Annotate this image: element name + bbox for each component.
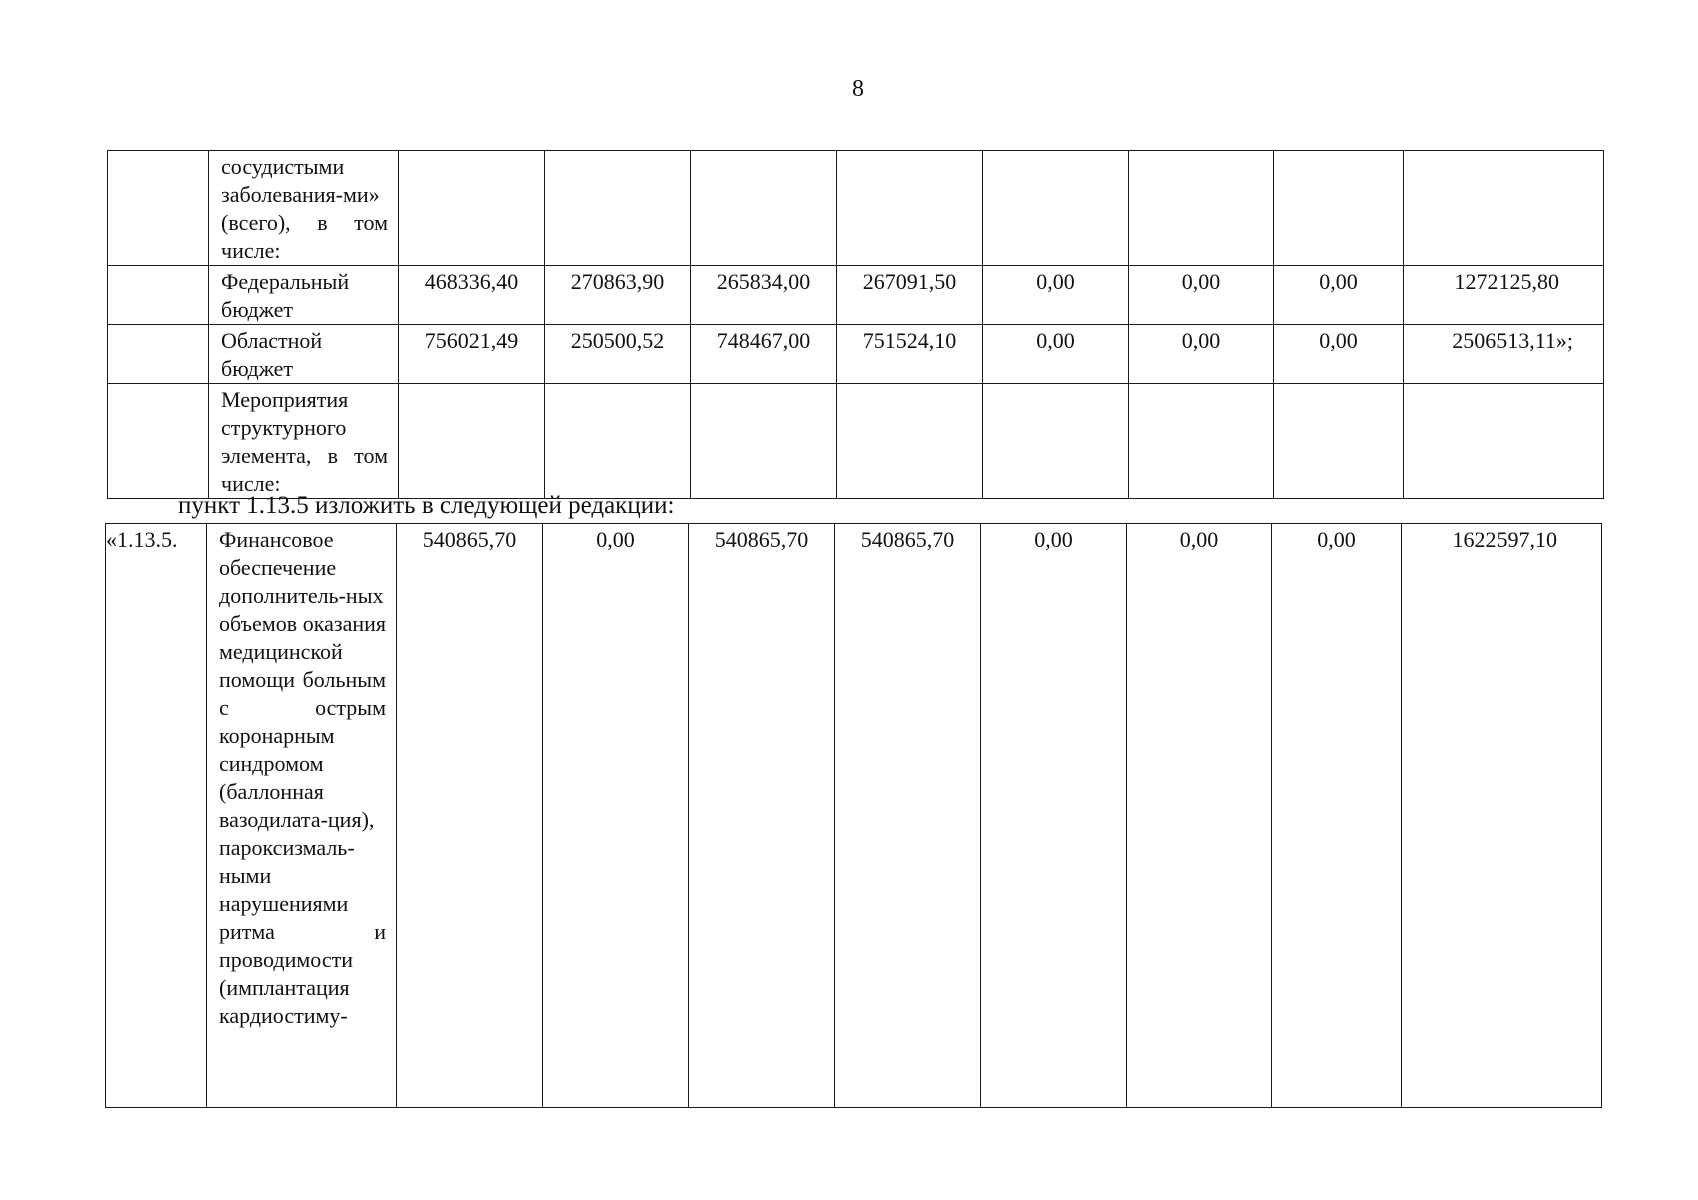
name-cell: сосудистыми заболевания-ми» (всего), в том числе: <box>209 151 399 266</box>
value-cell <box>1129 384 1274 499</box>
code-cell <box>108 266 209 325</box>
total-cell: 1272125,80 <box>1404 266 1604 325</box>
name-cell: Областной бюджет <box>209 325 399 384</box>
total-cell: 2506513,11»; <box>1404 325 1604 384</box>
name-cell: Мероприятия структурного элемента, в том числе: <box>209 384 399 499</box>
value-cell <box>983 151 1129 266</box>
value-cell <box>691 151 837 266</box>
value-cell: 0,00 <box>981 524 1127 1108</box>
value-cell <box>837 384 983 499</box>
value-cell: 0,00 <box>983 266 1129 325</box>
value-cell <box>545 384 691 499</box>
value-cell: 756021,49 <box>399 325 545 384</box>
value-cell: 0,00 <box>1274 266 1404 325</box>
total-cell <box>1404 384 1604 499</box>
table-body <box>108 151 1604 499</box>
value-cell: 748467,00 <box>691 325 837 384</box>
value-cell: 751524,10 <box>837 325 983 384</box>
value-cell <box>399 384 545 499</box>
budget-table-top <box>107 150 1604 499</box>
value-cell: 267091,50 <box>837 266 983 325</box>
value-cell: 265834,00 <box>691 266 837 325</box>
value-cell: 0,00 <box>1129 325 1274 384</box>
total-cell: 1622597,10 <box>1402 524 1602 1108</box>
value-cell <box>1274 151 1404 266</box>
code-cell <box>108 151 209 266</box>
value-cell <box>1274 384 1404 499</box>
name-cell: Федеральный бюджет <box>209 266 399 325</box>
table-body <box>106 524 1602 1108</box>
code-cell <box>108 384 209 499</box>
value-cell: 0,00 <box>983 325 1129 384</box>
value-cell: 540865,70 <box>397 524 543 1108</box>
value-cell <box>1129 151 1274 266</box>
value-cell <box>545 151 691 266</box>
value-cell <box>691 384 837 499</box>
table-row <box>106 524 1602 1108</box>
page-number: 8 <box>852 76 864 102</box>
value-cell: 540865,70 <box>835 524 981 1108</box>
value-cell: 0,00 <box>1129 266 1274 325</box>
value-cell <box>837 151 983 266</box>
code-cell <box>108 325 209 384</box>
value-cell: 250500,52 <box>545 325 691 384</box>
table-row <box>108 325 1604 384</box>
code-cell: «1.13.5. <box>106 524 207 1108</box>
table-row <box>108 384 1604 499</box>
value-cell: 0,00 <box>1272 524 1402 1108</box>
value-cell: 0,00 <box>1127 524 1272 1108</box>
table-row <box>108 266 1604 325</box>
table-row <box>108 151 1604 266</box>
value-cell <box>399 151 545 266</box>
value-cell <box>983 384 1129 499</box>
value-cell: 270863,90 <box>545 266 691 325</box>
name-cell: Финансовое обеспечение дополнитель-ных объемов оказания медицинской помощи больным с острым коронарным синдромом (баллонная вазодилата-ция), пароксизмаль-ными нарушениями ритма и проводимости (имплантация кардиостиму- <box>207 524 397 1108</box>
value-cell: 468336,40 <box>399 266 545 325</box>
total-cell <box>1404 151 1604 266</box>
amendment-intro-text: пункт 1.13.5 изложить в следующей редакции: <box>178 492 675 519</box>
value-cell: 0,00 <box>1274 325 1404 384</box>
value-cell: 0,00 <box>543 524 689 1108</box>
budget-table-bottom <box>105 523 1602 1108</box>
value-cell: 540865,70 <box>689 524 835 1108</box>
